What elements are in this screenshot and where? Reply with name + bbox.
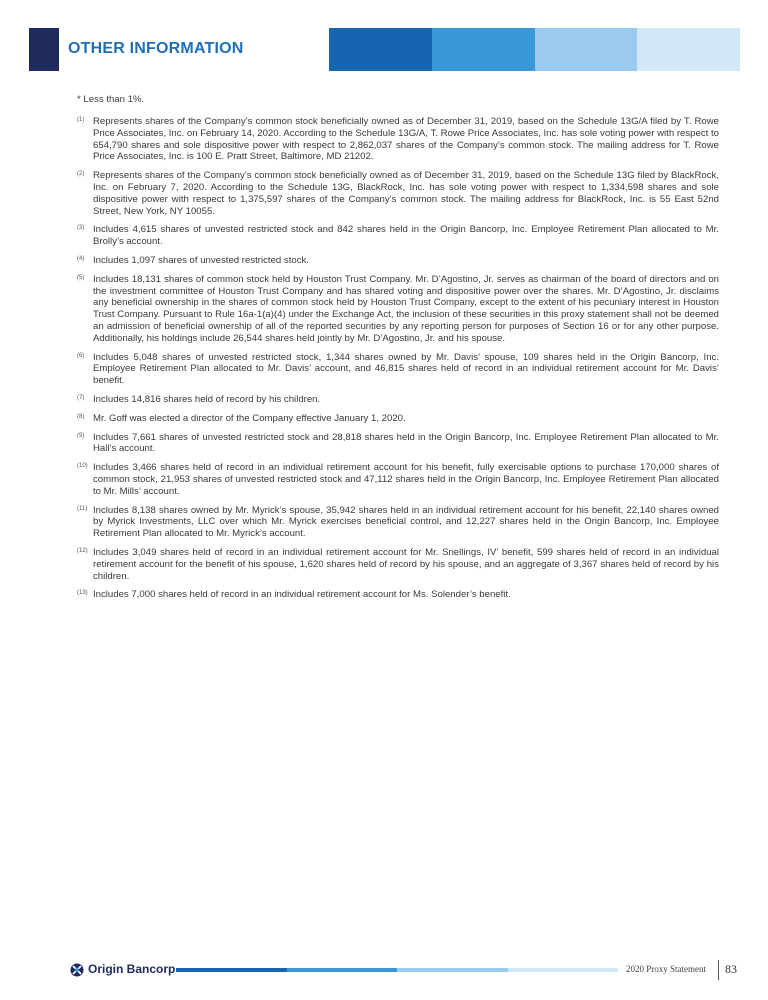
page-number: 83 [725, 962, 737, 976]
footnote-text: Includes 18,131 shares of common stock held by Houston Trust Company. Mr. D’Agostino, Jr. serves as chairman of the board of directors and on the investment committee of Houston Trust Company and has shared voting and dispositive power over the shares. Mr. D’Agostino, Jr. disclaims any beneficial ownership in the shares of common stock held by Houston Trust Company, except to the extent of his pecuniary interest in Houston Trust Company. Pursuant to Rule 16a-1(a)(4) under the Exchange Act, the inclusion of these securities in this proxy statement shall not be deemed an admission of beneficial ownership of all of the reported securities by any reporting person for purposes of Section 16 or for any other purpose. Additionally, his holdings include 26,544 shares held jointly by Mr. D’Agostino, Jr. and his spouse. [93, 273, 719, 344]
footnote-number: (10) [77, 463, 88, 470]
header-bar-2 [432, 28, 535, 71]
footnote-number: (7) [77, 394, 85, 401]
footnote-item [77, 432, 719, 456]
footnote-text: Includes 3,466 shares held of record in an individual retirement account for his benefit, fully exercisable options to purchase 170,000 shares of common stock, 21,953 shares of unvested restricted stock and 47,112 shares held in the Origin Bancorp, Inc. Employee Retirement Plan allocated to Mr. Mills’ account. [93, 462, 719, 497]
footnote-item [77, 274, 719, 345]
footnote-text: Includes 7,661 shares of unvested restricted stock and 28,818 shares held in the Origin Bancorp, Inc. Employee Retirement Plan allocated to Mr. Hall’s account. [93, 431, 719, 455]
footnote-text: Mr. Goff was elected a director of the Company effective January 1, 2020. [93, 412, 406, 424]
footnote-number: (3) [77, 225, 85, 232]
footnote-text: Represents shares of the Company’s common stock beneficially owned as of December 31, 2019, based on the Schedule 13G/A filed by T. Rowe Price Associates, Inc. on February 14, 2020. According to the Schedule 13G/A, T. Rowe Price Associates, Inc. has sole voting power with respect to 654,790 shares and sole dispositive power with respect to 2,862,037 shares of the Company’s common stock. The mailing address for T. Rowe Price Associates, Inc. is 100 E. Pratt Street, Baltimore, MD 21202. [93, 116, 719, 163]
footnote-text: Includes 14,816 shares held of record by his children. [93, 393, 321, 405]
footnote-text: Includes 1,097 shares of unvested restricted stock. [93, 254, 309, 266]
header-color-bars [329, 28, 740, 71]
footnote-number: (2) [77, 171, 85, 178]
footnote-number: (1) [77, 117, 85, 123]
footnote-text: Includes 5,048 shares of unvested restricted stock, 1,344 shares owned by Mr. Davis’ spouse, 109 shares held in the Origin Bancorp, Inc. Employee Retirement Plan allocated to Mr. Davis’ account, and 46,815 shares held of record in an individual retirement account for Mr. Davis’ benefit. [93, 351, 719, 387]
footnote-text: Includes 4,615 shares of unvested restricted stock and 842 shares held in the Origin Bancorp, Inc. Employee Retirement Plan allocated to Mr. Brolly’s account. [93, 224, 719, 248]
footer-document-label: 2020 Proxy Statement [626, 964, 706, 974]
footnote-item [77, 224, 719, 248]
section-title: OTHER INFORMATION [68, 40, 244, 57]
footnote-item [77, 394, 719, 406]
header-bar-4 [637, 28, 740, 71]
footnote-item [77, 462, 719, 497]
footnote-item [77, 413, 719, 425]
footer-color-bar [176, 968, 618, 972]
footnote-number: (11) [77, 505, 88, 512]
footnote-text: Includes 3,049 shares held of record in an individual retirement account for Mr. Snellings, IV’ benefit, 599 shares held of record in an individual retirement account for the benefit of his spouse, 1,620 shares held of record by his spouse, and an aggregate of 3,367 shares held of record by his children. [93, 546, 719, 582]
footer-bar-3 [397, 968, 508, 972]
footnote-number: (5) [77, 274, 85, 281]
header-bar-3 [535, 28, 638, 71]
footnote-item [77, 116, 719, 163]
footer-bar-2 [287, 968, 398, 972]
footnote-number: (6) [77, 352, 85, 359]
footnote-text: Represents shares of the Company’s common stock beneficially owned as of December 31, 2019, based on the Schedule 13G filed by BlackRock, Inc. on February 7, 2020. According to the Schedule 13G, BlackRock, Inc. has sole voting power with respect to 1,334,598 shares and sole dispositive power with respect to 1,375,597 shares of the Company’s common stock. The mailing address for BlackRock, Inc. is 55 East 52nd Street, New York, NY 10055. [93, 170, 719, 217]
footnote-number: (4) [77, 255, 85, 262]
footer-bar-1 [176, 968, 287, 972]
header-accent-square [29, 28, 59, 71]
footnote-number: (12) [77, 547, 88, 554]
footnote-item [77, 505, 719, 540]
footnote-item [77, 170, 719, 217]
footnote-number: (13) [77, 590, 88, 597]
less-than-note: * Less than 1%. [77, 94, 145, 105]
header-bar-1 [329, 28, 432, 71]
footnote-number: (9) [77, 432, 85, 439]
footer-bar-4 [508, 968, 619, 972]
footer-divider [718, 960, 719, 980]
footnotes-list [77, 116, 719, 601]
footnotes-section [77, 93, 719, 608]
footnote-number: (8) [77, 413, 85, 420]
footnote-text: Includes 7,000 shares held of record in an individual retirement account for Ms. Solender’s benefit. [93, 589, 511, 601]
footnote-item [77, 547, 719, 582]
footnote-item [77, 589, 719, 601]
footer-logo-text: Origin Bancorp [88, 962, 176, 976]
footnote-text: Includes 8,138 shares owned by Mr. Myrick’s spouse, 35,942 shares held in an individual retirement account for his benefit, 22,140 shares owned by Myrick Investments, LLC over which Mr. Myrick exercises beneficial control, and 12,227 shares held in the Origin Bancorp, Inc. Employee Retirement Plan allocated to Mr. Myrick’s account. [93, 504, 719, 540]
footnote-item [77, 255, 719, 267]
origin-bancorp-logo-icon [70, 963, 84, 977]
footnote-item [77, 352, 719, 387]
